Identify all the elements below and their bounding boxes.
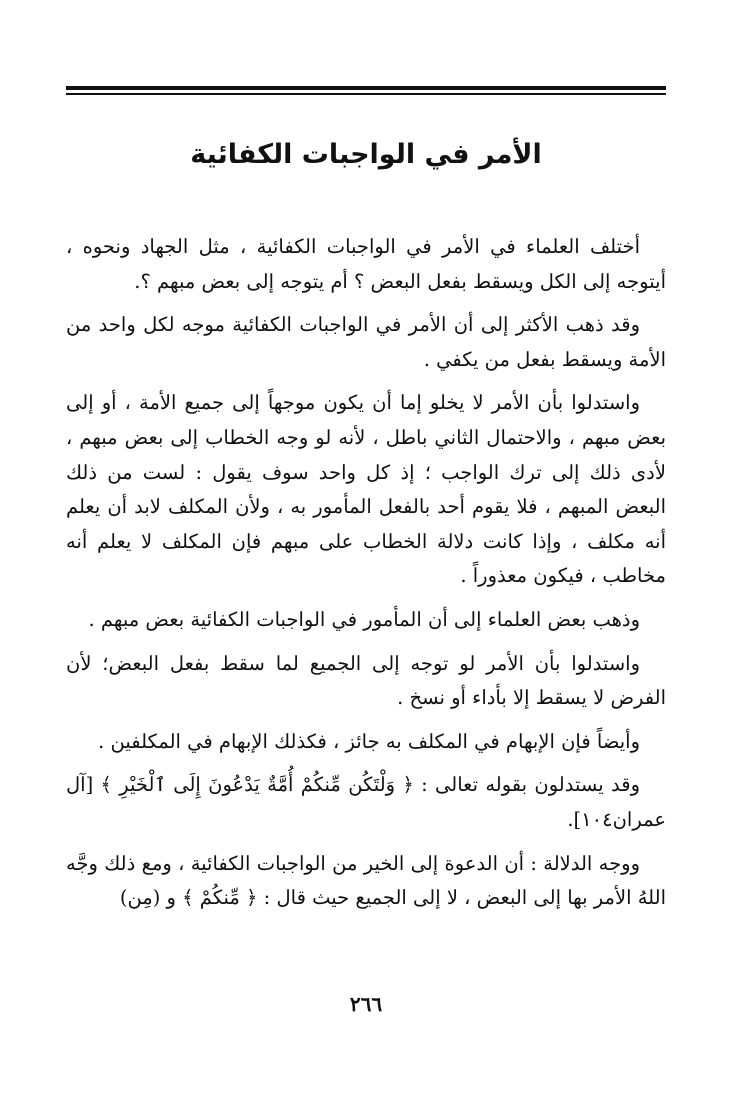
paragraph-5: واستدلوا بأن الأمر لو توجه إلى الجميع لما سقط بفعل البعض؛ لأن الفرض لا يسقط إلا بأداء أو نسخ .: [66, 651, 666, 710]
page-number: ٢٦٦: [349, 992, 383, 1016]
paragraph-3: واستدلوا بأن الأمر لا يخلو إما أن يكون موجهاً إلى جميع الأمة ، أو إلى بعض مبهم ، والاحتمال الثاني باطل ، لأنه لو وجه الخطاب إلى بعض مبهم ، لأدى ذلك إلى ترك الواجب ؛ إذ كل واحد سوف يقول : لست من ذلك البعض المبهم ، فلا يقوم أحد بالفعل المأمور به ، ولأن المكلف لابد أن يعلم أنه مكلف ، وإذا كانت دلالة الخطاب على مبهم فإن المكلف لا يعلم أنه مخاطب ، فيكون معذوراً .: [66, 391, 666, 588]
paragraph-1: أختلف العلماء في الأمر في الواجبات الكفائية ، مثل الجهاد ونحوه ، أيتوجه إلى الكل ويسقط بفعل البعض ؟ أم يتوجه إلى بعض مبهم ؟.: [66, 235, 666, 293]
header-rule-thin: [66, 93, 666, 95]
page-title: الأمر في الواجبات الكفائية: [190, 139, 542, 170]
paragraph-7-quran-citation: وقد يستدلون بقوله تعالى : ﴿ وَلْتَكُن مِّنكُمْ أُمَّةٌ يَدْعُونَ إِلَى ٱلْخَيْرِ ﴾ [آل عمران١٠٤].: [66, 773, 666, 831]
header-rule-thick: [66, 86, 666, 90]
body-text: [66, 230, 666, 925]
paragraph-6: وأيضاً فإن الإبهام في المكلف به جائز ، فكذلك الإبهام في المكلفين .: [98, 729, 640, 753]
paragraph-4: وذهب بعض العلماء إلى أن المأمور في الواجبات الكفائية بعض مبهم .: [88, 607, 640, 631]
paragraph-8: ووجه الدلالة : أن الدعوة إلى الخير من الواجبات الكفائية ، ومع ذلك وجَّه اللهُ الأمر بها إلى البعض ، لا إلى الجميع حيث قال : ﴿ مِّنكُمْ ﴾ و (مِن): [66, 851, 666, 910]
paragraph-2: وقد ذهب الأكثر إلى أن الأمر في الواجبات الكفائية موجه لكل واحد من الأمة ويسقط بفعل من يكفي .: [66, 313, 666, 371]
